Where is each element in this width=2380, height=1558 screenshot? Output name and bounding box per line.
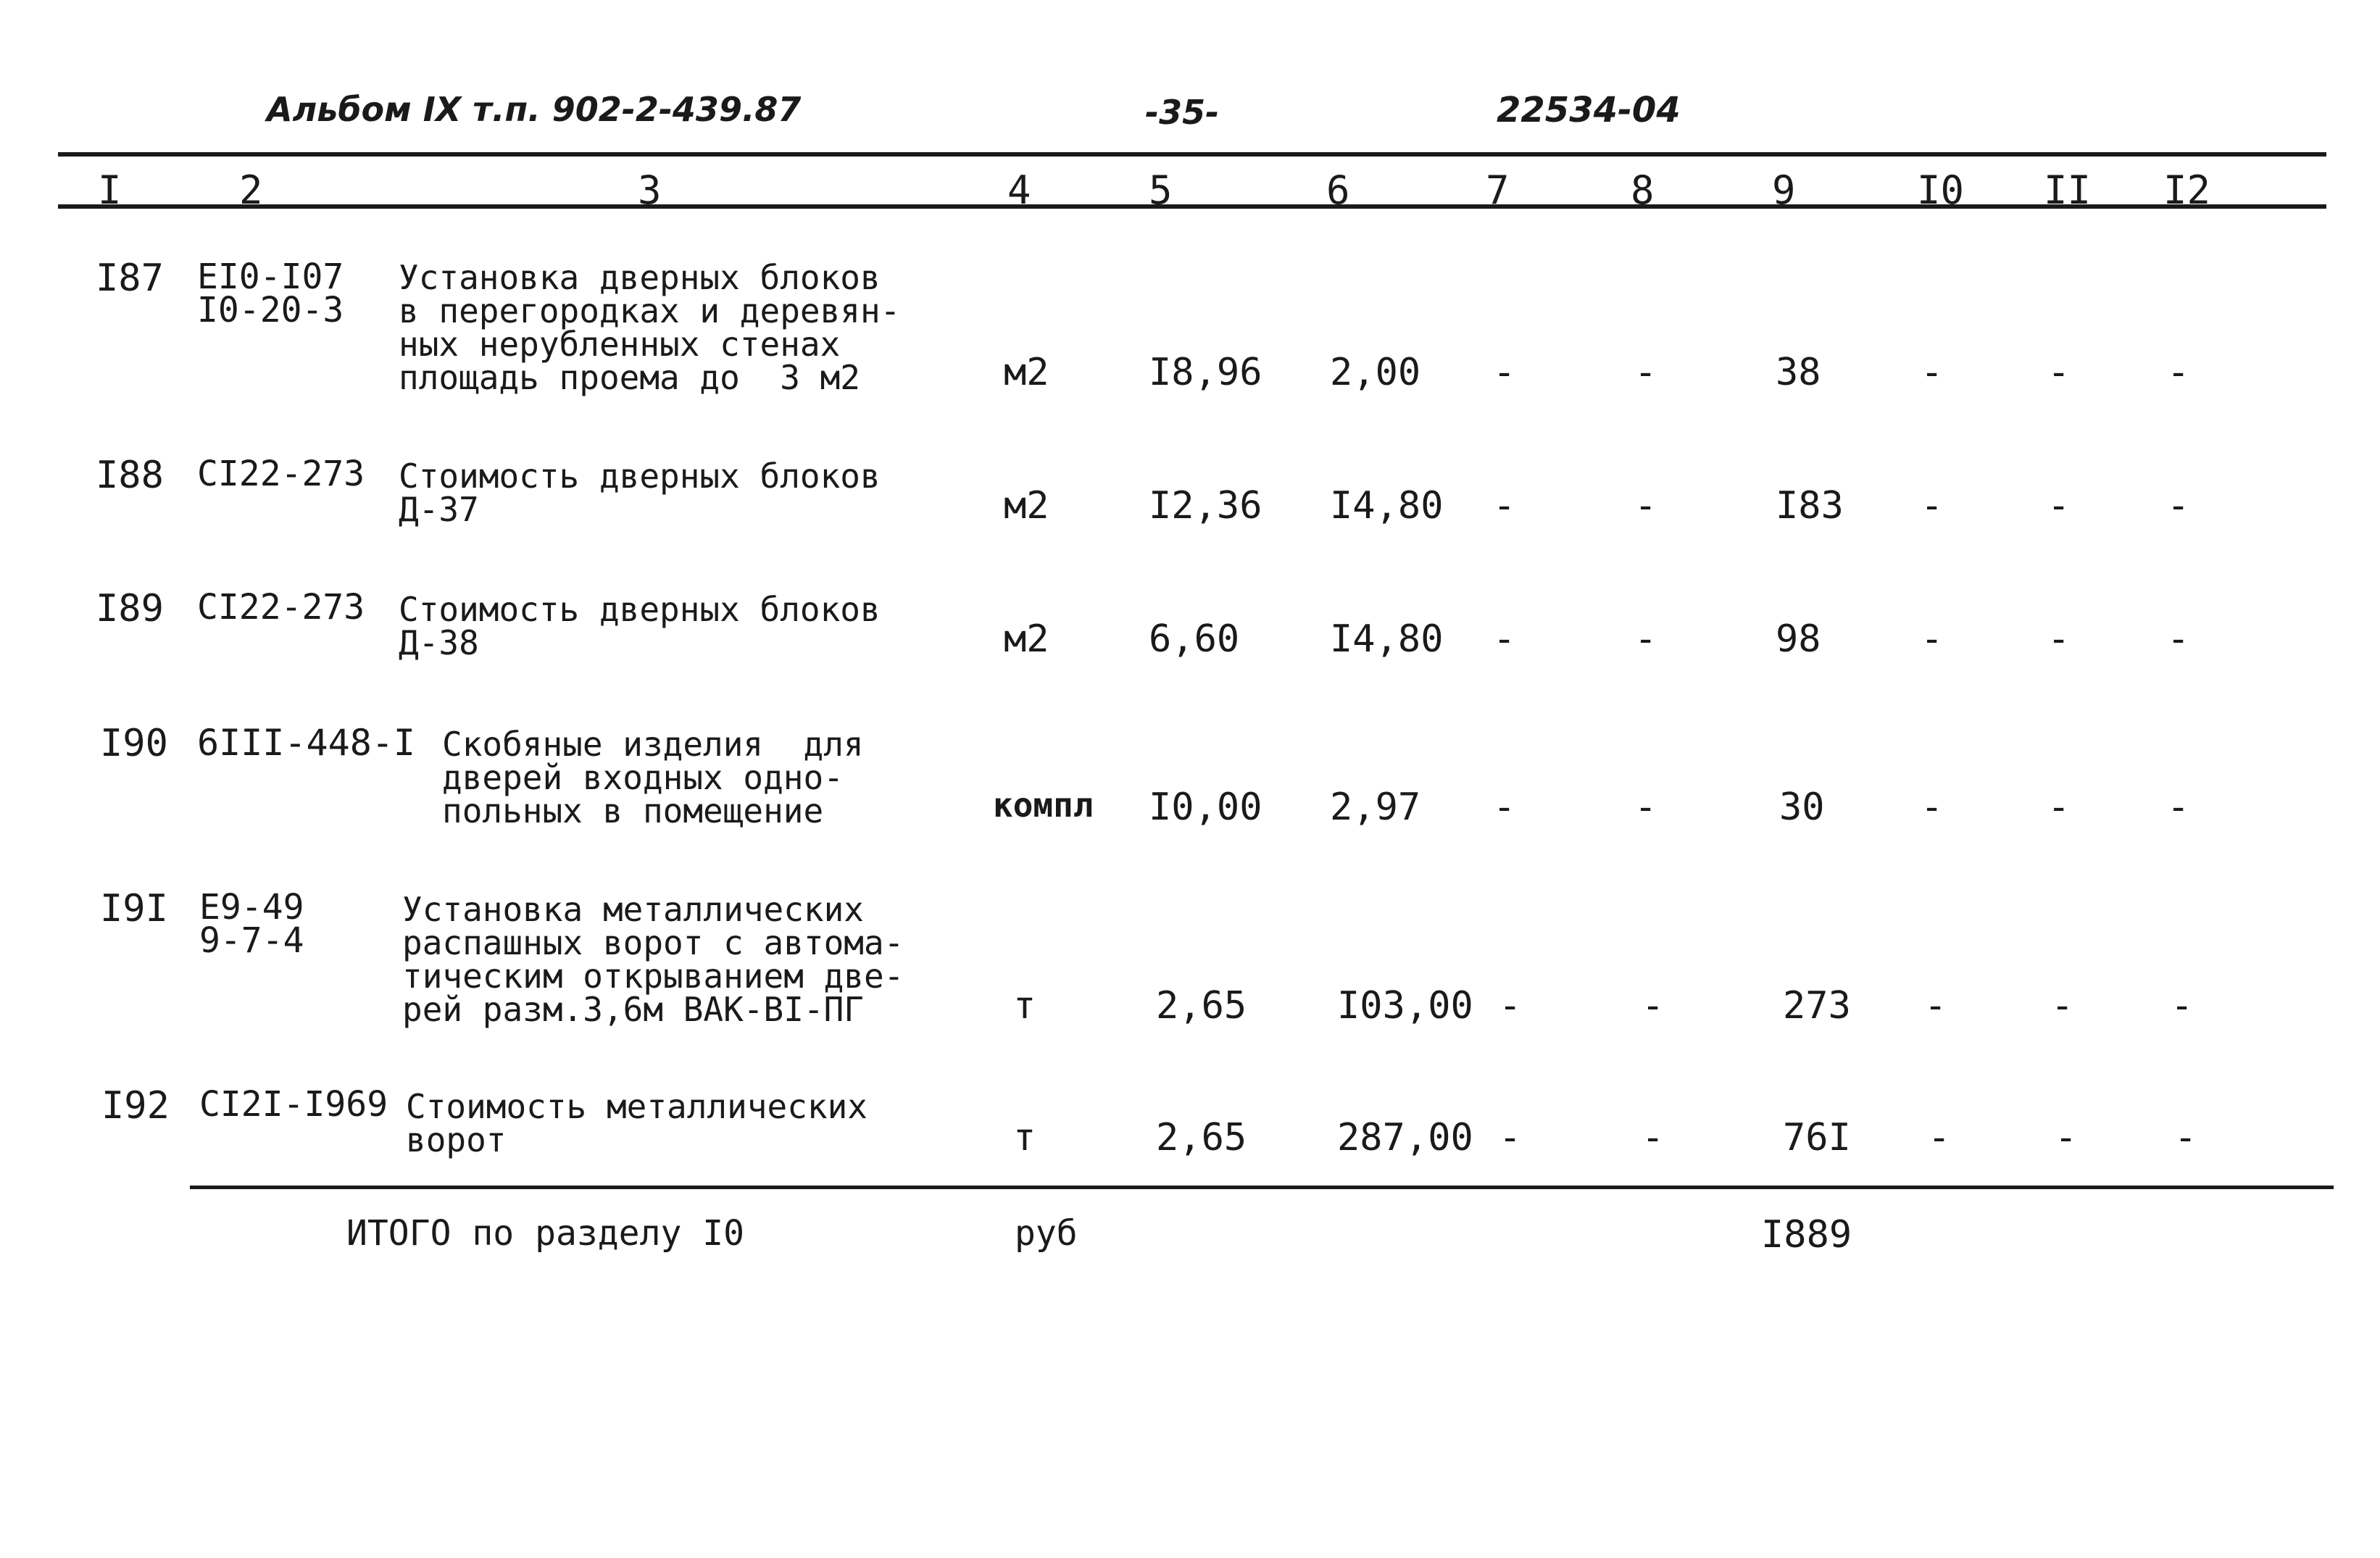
column-number-5: 5 xyxy=(1149,167,1173,213)
section-total-unit: руб xyxy=(1015,1213,1078,1254)
rate-code: CI22-273 xyxy=(197,454,365,494)
row-number: I9I xyxy=(100,887,168,930)
work-description: Скобяные изделия для xyxy=(442,725,864,764)
row-number: I89 xyxy=(96,587,164,630)
work-description: Стоимость дверных блоков xyxy=(399,590,881,629)
row-number: I90 xyxy=(100,722,168,765)
column-number-9: 9 xyxy=(1772,167,1796,213)
work-description: ных нерубленных стенах xyxy=(399,325,841,364)
page-number: -35- xyxy=(1145,93,1220,132)
unit: т xyxy=(1013,984,1036,1028)
total-cost: 38 xyxy=(1776,351,1821,394)
row-number: I92 xyxy=(101,1084,170,1128)
work-description: Установка металлических xyxy=(402,890,864,929)
col-8: - xyxy=(1642,1116,1665,1159)
work-description: Д-38 xyxy=(399,623,479,662)
unit-cost: 2,00 xyxy=(1330,351,1421,394)
column-number-2: 2 xyxy=(239,167,263,213)
row-number: I88 xyxy=(96,454,164,497)
col-11: - xyxy=(2047,484,2071,528)
work-description: Стоимость металлических xyxy=(406,1087,867,1126)
col-11: - xyxy=(2047,786,2071,829)
col-10: - xyxy=(1921,351,1944,394)
work-description: Д-37 xyxy=(399,490,479,529)
col-10: - xyxy=(1924,984,1947,1028)
unit-cost: I4,80 xyxy=(1330,617,1444,661)
col-7: - xyxy=(1493,351,1516,394)
unit: компл xyxy=(993,786,1094,825)
col-8: - xyxy=(1634,484,1657,528)
col-8: - xyxy=(1634,351,1657,394)
rate-code: CI22-273 xyxy=(197,587,365,628)
work-description: распашных ворот с автома- xyxy=(402,923,904,962)
col-10: - xyxy=(1928,1116,1951,1159)
col-7: - xyxy=(1499,984,1522,1028)
quantity: I0,00 xyxy=(1149,786,1262,829)
unit: м2 xyxy=(1004,617,1049,661)
rate-code: 6III-448-I xyxy=(197,722,416,764)
col-11: - xyxy=(2051,984,2074,1028)
work-description: в перегородках и деревян- xyxy=(399,291,901,330)
unit-cost: I4,80 xyxy=(1330,484,1444,528)
column-number-4: 4 xyxy=(1007,167,1031,213)
section-total-label: ИТОГО по разделу I0 xyxy=(346,1213,745,1254)
album-reference: Альбом IX т.п. 902-2-439.87 xyxy=(267,90,802,129)
work-description: Стоимость дверных блоков xyxy=(399,457,881,496)
col-7: - xyxy=(1493,786,1516,829)
totals-rule xyxy=(190,1186,2334,1189)
document-code: 22534-04 xyxy=(1497,90,1681,130)
col-12: - xyxy=(2167,351,2190,394)
work-description: площадь проема до 3 м2 xyxy=(399,358,860,397)
col-7: - xyxy=(1493,617,1516,661)
quantity: 6,60 xyxy=(1149,617,1240,661)
col-10: - xyxy=(1921,786,1944,829)
quantity: 2,65 xyxy=(1156,984,1247,1028)
col-10: - xyxy=(1921,617,1944,661)
col-12: - xyxy=(2167,786,2190,829)
col-11: - xyxy=(2047,617,2071,661)
column-number-7: 7 xyxy=(1486,167,1510,213)
col-10: - xyxy=(1921,484,1944,528)
column-number-8: 8 xyxy=(1631,167,1655,213)
unit-cost: 2,97 xyxy=(1330,786,1421,829)
col-7: - xyxy=(1499,1116,1522,1159)
col-12: - xyxy=(2171,984,2194,1028)
column-number-6: 6 xyxy=(1326,167,1350,213)
rate-code: E9-49 xyxy=(199,887,304,928)
column-number-3: 3 xyxy=(638,167,662,213)
col-12: - xyxy=(2167,617,2190,661)
top-rule xyxy=(58,152,2326,157)
rate-code: 9-7-4 xyxy=(199,920,304,961)
work-description: дверей входных одно- xyxy=(442,758,844,797)
total-cost: I83 xyxy=(1776,484,1844,528)
total-cost: 98 xyxy=(1776,617,1821,661)
total-cost: 30 xyxy=(1779,786,1825,829)
rate-code: EI0-I07 xyxy=(197,257,344,297)
col-8: - xyxy=(1642,984,1665,1028)
column-header-rule xyxy=(58,204,2326,209)
total-cost: 76I xyxy=(1783,1116,1851,1159)
quantity: I2,36 xyxy=(1149,484,1262,528)
unit: м2 xyxy=(1004,484,1049,528)
work-description: рей разм.3,6м ВАК-ВI-ПГ xyxy=(402,990,864,1029)
total-cost: 273 xyxy=(1783,984,1851,1028)
quantity: I8,96 xyxy=(1149,351,1262,394)
col-12: - xyxy=(2167,484,2190,528)
rate-code: CI2I-I969 xyxy=(199,1084,388,1125)
column-number-12: I2 xyxy=(2163,167,2211,213)
column-number-10: I0 xyxy=(1917,167,1965,213)
col-11: - xyxy=(2047,351,2071,394)
col-11: - xyxy=(2055,1116,2078,1159)
work-description: Установка дверных блоков xyxy=(399,258,881,297)
work-description: ворот xyxy=(406,1120,507,1159)
quantity: 2,65 xyxy=(1156,1116,1247,1159)
col-8: - xyxy=(1634,617,1657,661)
col-8: - xyxy=(1634,786,1657,829)
work-description: тическим открыванием две- xyxy=(402,957,904,996)
unit: м2 xyxy=(1004,351,1049,394)
section-total-value: I889 xyxy=(1761,1213,1852,1257)
column-number-1: I xyxy=(98,167,122,213)
work-description: польных в помещение xyxy=(442,791,824,830)
col-12: - xyxy=(2174,1116,2197,1159)
row-number: I87 xyxy=(96,257,164,300)
unit-cost: 287,00 xyxy=(1337,1116,1473,1159)
unit: т xyxy=(1013,1116,1036,1159)
rate-code: I0-20-3 xyxy=(197,290,344,330)
column-number-11: II xyxy=(2044,167,2092,213)
unit-cost: I03,00 xyxy=(1337,984,1473,1028)
col-7: - xyxy=(1493,484,1516,528)
